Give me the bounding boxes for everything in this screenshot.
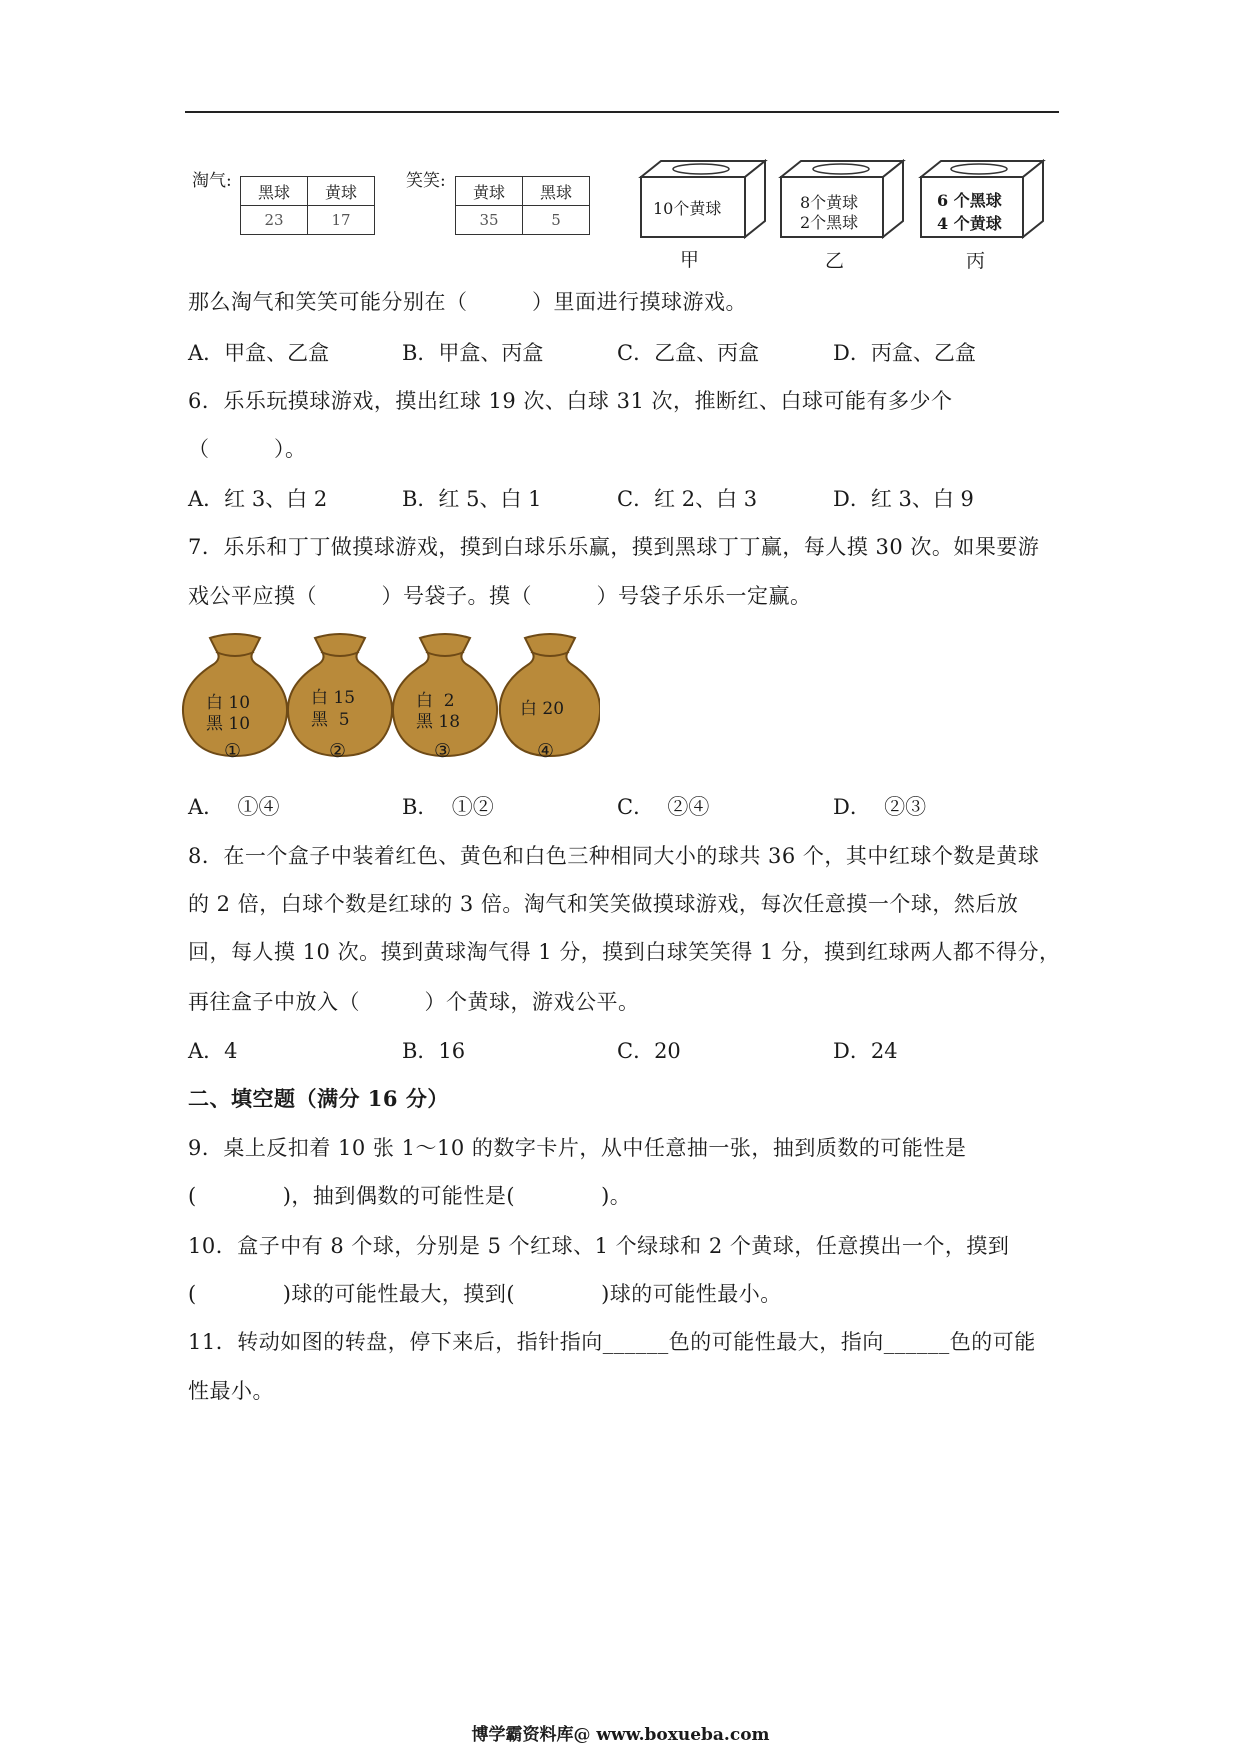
box-yi-name: 乙 <box>825 250 845 272</box>
q10-line-2: ( )球的可能性最大，摸到( )球的可能性最小。 <box>188 1282 782 1306</box>
bag-1-caption: ① <box>224 740 242 762</box>
taoqi-value-2: 17 <box>308 206 375 235</box>
box-bing-name: 丙 <box>966 250 986 272</box>
q5-option-a: A．甲盒、乙盒 <box>188 341 330 365</box>
q5-question: 那么淘气和笑笑可能分别在（ ）里面进行摸球游戏。 <box>188 290 747 314</box>
q11-line-1: 11．转动如图的转盘，停下来后，指针指向______色的可能性最大，指向______色的可能 <box>188 1330 1036 1354</box>
taoqi-header-2: 黄球 <box>308 177 375 206</box>
header-rule <box>185 111 1059 113</box>
q7-line-2: 戏公平应摸（ ）号袋子。摸（ ）号袋子乐乐一定赢。 <box>188 584 812 608</box>
q8-line-2: 的 2 倍，白球个数是红球的 3 倍。淘气和笑笑做摸球游戏，每次任意摸一个球，然后放 <box>188 892 1019 916</box>
q6-option-d: D．红 3、白 9 <box>833 487 974 511</box>
bag-2-caption: ② <box>329 740 347 762</box>
xiaoxiao-label: 笑笑: <box>406 171 446 191</box>
q9-line-1: 9．桌上反扣着 10 张 1～10 的数字卡片，从中任意抽一张，抽到质数的可能性是 <box>188 1136 967 1160</box>
taoqi-table <box>240 176 375 235</box>
bag-2-line-1: 白 15 <box>311 688 356 708</box>
q8-option-b: B．16 <box>402 1039 466 1063</box>
bag-2-line-2: 黑 5 <box>311 710 350 730</box>
xiaoxiao-value-2: 5 <box>523 206 590 235</box>
bag-3-line-2: 黑 18 <box>416 712 461 732</box>
footer-watermark: 博学霸资料库@ www.boxueba.com <box>471 1725 770 1745</box>
q7-option-d: D． ②③ <box>833 795 927 819</box>
q8-option-d: D．24 <box>833 1039 898 1063</box>
q7-option-a: A． ①④ <box>188 795 280 819</box>
box-yi-text-2: 2个黑球 <box>800 213 859 232</box>
taoqi-value-1: 23 <box>241 206 308 235</box>
section-title: 二、填空题（满分 16 分） <box>188 1086 449 1111</box>
bag-1-line-1: 白 10 <box>206 693 251 713</box>
xiaoxiao-header-2: 黑球 <box>523 177 590 206</box>
bag-4-caption: ④ <box>537 740 555 762</box>
q6-line-2: （ ）。 <box>188 437 307 461</box>
q10-line-1: 10．盒子中有 8 个球，分别是 5 个红球、1 个绿球和 2 个黄球，任意摸出一个，摸到 <box>188 1234 1010 1258</box>
taoqi-header-1: 黑球 <box>241 177 308 206</box>
taoqi-label: 淘气: <box>192 171 232 191</box>
q7-option-c: C． ②④ <box>617 795 710 819</box>
xiaoxiao-value-1: 35 <box>456 206 523 235</box>
q7-option-b: B． ①② <box>402 795 494 819</box>
q7-line-1: 7．乐乐和丁丁做摸球游戏，摸到白球乐乐赢，摸到黑球丁丁赢，每人摸 30 次。如果要游 <box>188 535 1040 559</box>
bag-1-line-2: 黑 10 <box>206 714 251 734</box>
q8-line-4: 再往盒子中放入（ ）个黄球，游戏公平。 <box>188 990 640 1014</box>
q6-option-a: A．红 3、白 2 <box>188 487 328 511</box>
q6-option-c: C．红 2、白 3 <box>617 487 758 511</box>
q5-option-d: D．丙盒、乙盒 <box>833 341 976 365</box>
box-bing-text-1: 6 个黑球 <box>937 191 1002 210</box>
q8-option-c: C．20 <box>617 1039 681 1063</box>
bag-3-caption: ③ <box>434 740 452 762</box>
q6-line-1: 6．乐乐玩摸球游戏，摸出红球 19 次、白球 31 次，推断红、白球可能有多少个 <box>188 389 953 413</box>
q8-option-a: A．4 <box>188 1039 238 1063</box>
q11-line-2: 性最小。 <box>188 1379 274 1403</box>
box-bing-text-2: 4 个黄球 <box>937 214 1002 233</box>
box-yi-text-1: 8个黄球 <box>800 193 859 212</box>
q9-line-2: ( )，抽到偶数的可能性是( )。 <box>188 1184 632 1208</box>
bag-3-line-1: 白 2 <box>416 691 455 711</box>
box-jia-text: 10个黄球 <box>653 199 722 218</box>
box-jia-name: 甲 <box>680 249 700 271</box>
bag-4-line-1: 白 20 <box>520 699 565 719</box>
xiaoxiao-table <box>455 176 590 235</box>
q5-option-c: C．乙盒、丙盒 <box>617 341 760 365</box>
q6-option-b: B．红 5、白 1 <box>402 487 542 511</box>
q8-line-3: 回，每人摸 10 次。摸到黄球淘气得 1 分，摸到白球笑笑得 1 分，摸到红球两人都不得分， <box>188 940 1061 964</box>
q5-option-b: B．甲盒、丙盒 <box>402 341 544 365</box>
xiaoxiao-header-1: 黄球 <box>456 177 523 206</box>
q8-line-1: 8．在一个盒子中装着红色、黄色和白色三种相同大小的球共 36 个，其中红球个数是黄球 <box>188 844 1040 868</box>
